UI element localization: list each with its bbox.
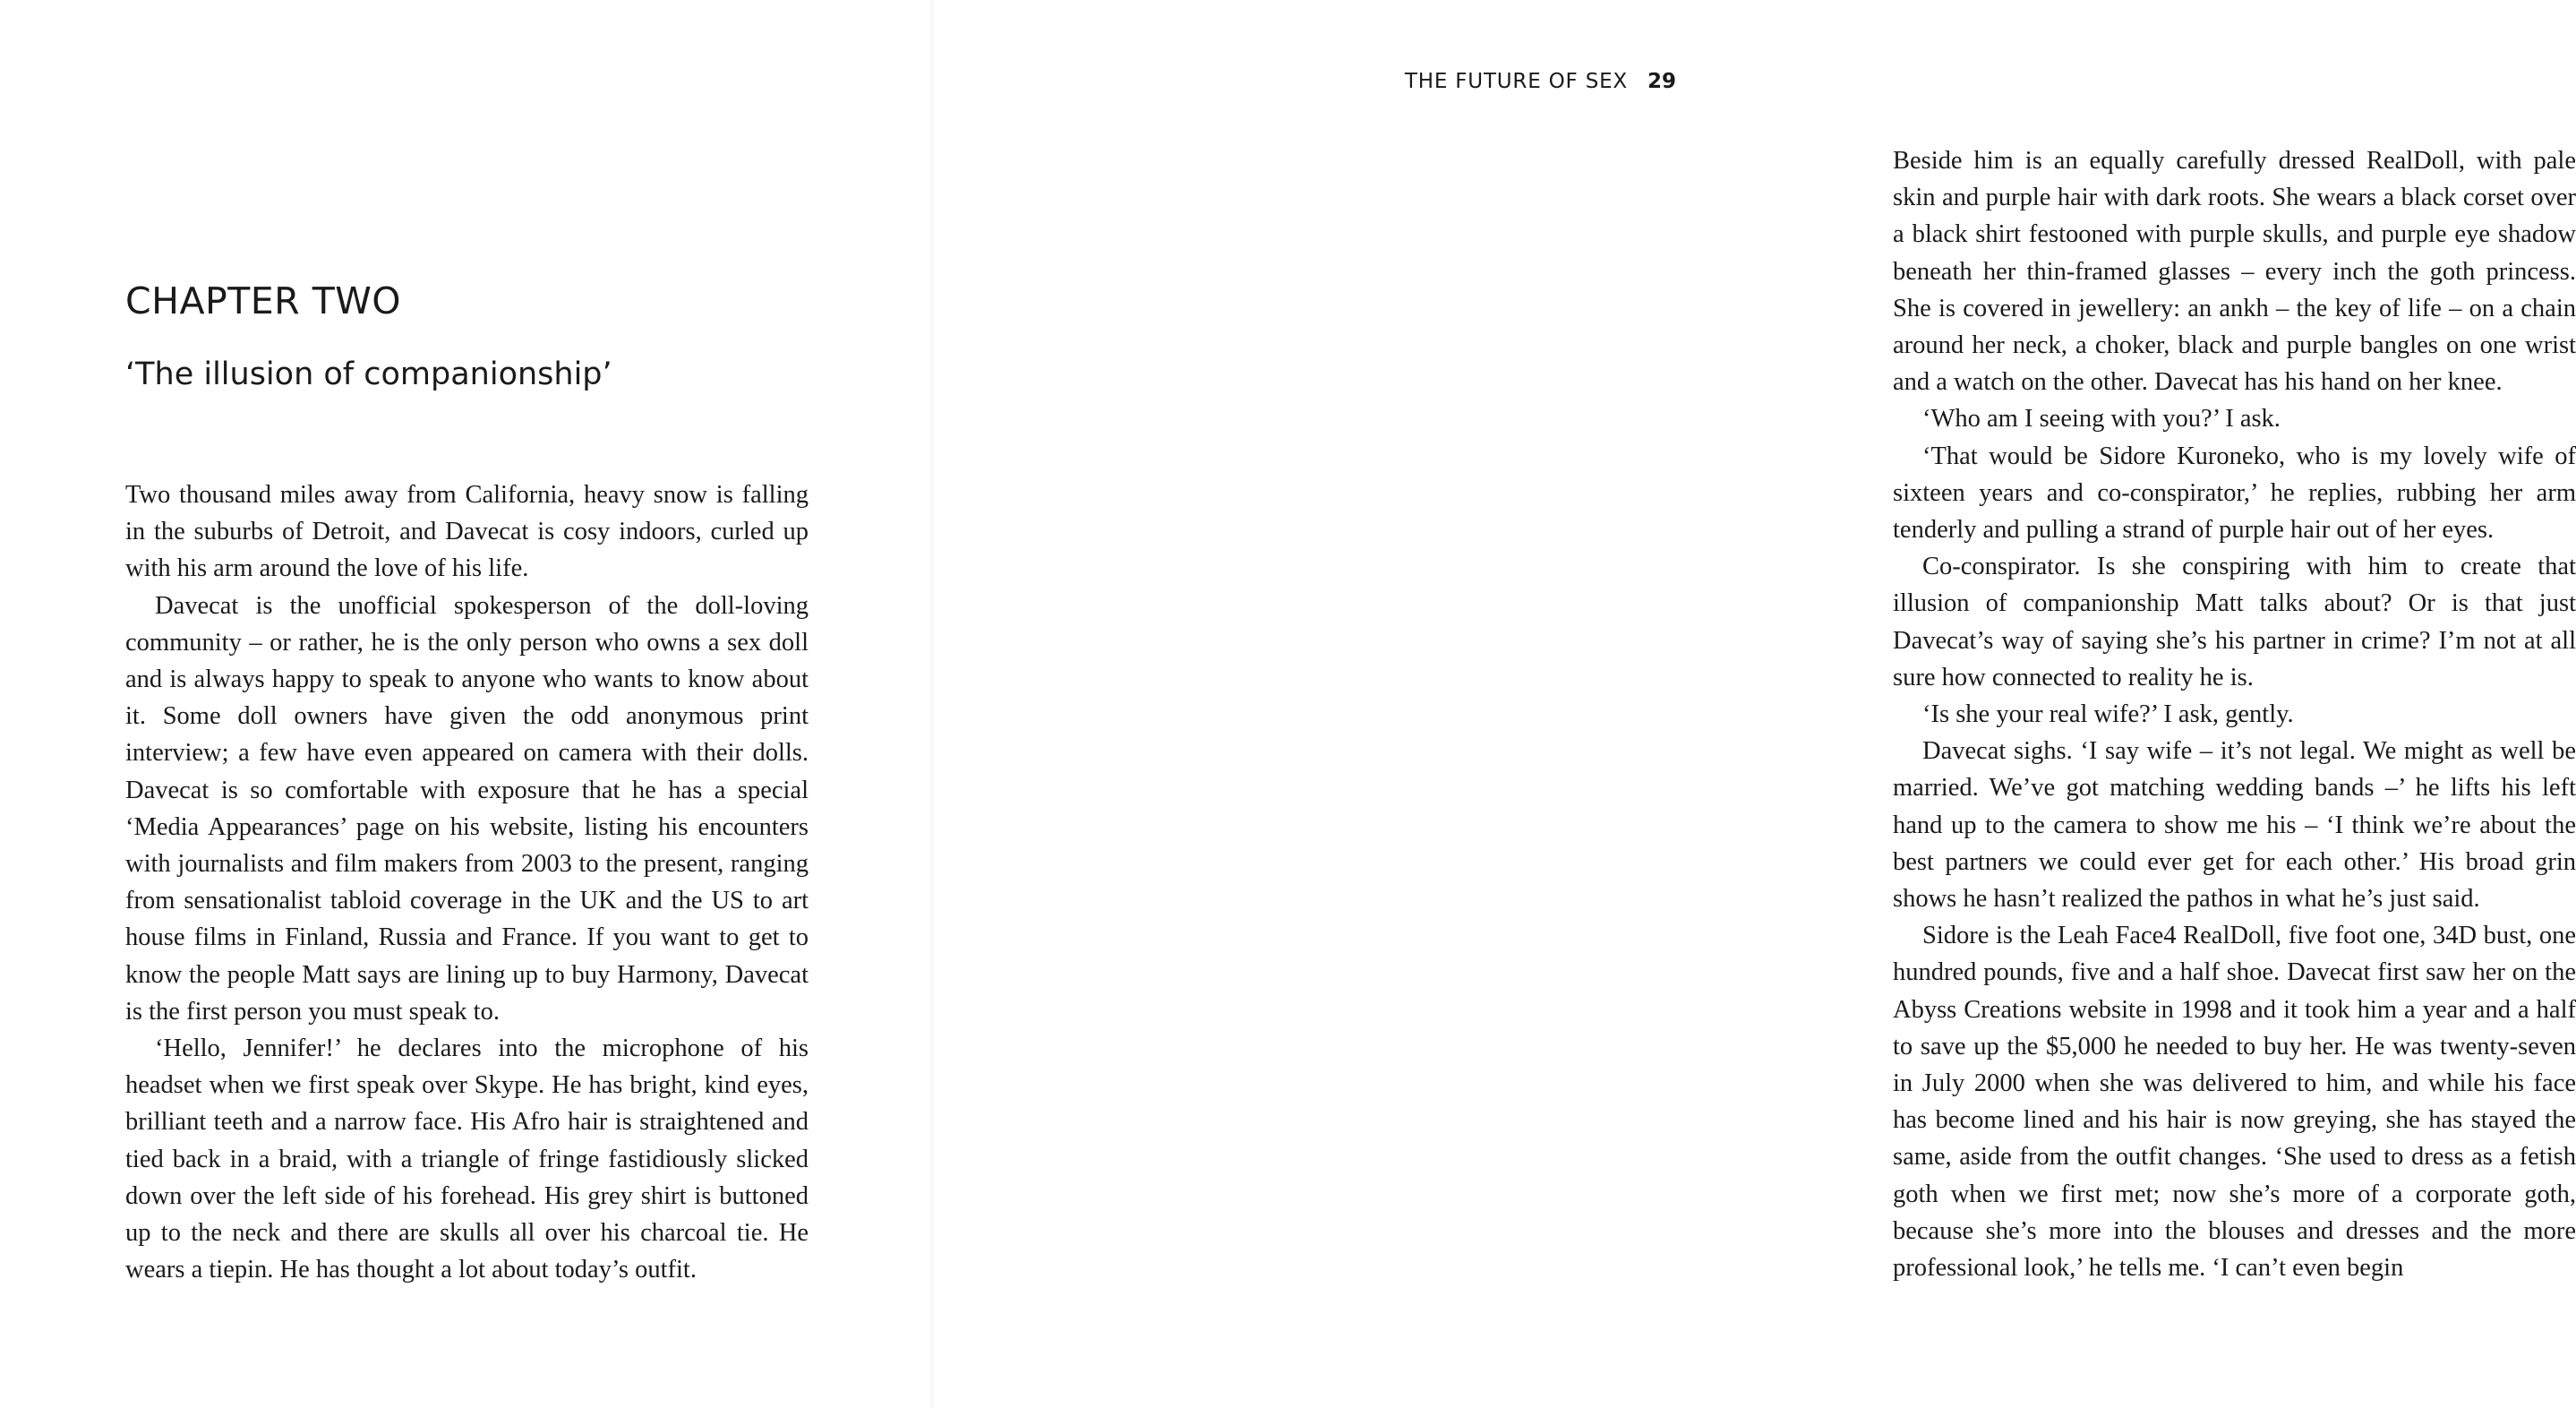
chapter-title: CHAPTER TWO [125, 279, 402, 322]
running-head-title: THE FUTURE OF SEX [1404, 70, 1628, 93]
left-page [0, 0, 895, 1408]
chapter-subtitle: ‘The illusion of companionship’ [125, 356, 612, 392]
right-page [895, 0, 2576, 1408]
paragraph: Beside him is an equally carefully dressed RealDoll, with pale skin and purple hair with dark roots. She wears a black corset over a black shirt festooned with purple skulls, and purple eye shadow beneath her thin-framed glasses – every inch the goth princess. She is covered in jewellery: an ankh – the key of life – on a chain around her neck, a choker, black and purple bangles on one wrist and a watch on the other. Davecat has his hand on her knee. [1893, 147, 2576, 397]
paragraph: Davecat sighs. ‘I say wife – it’s not legal. We might as well be married. We’ve got matching wedding bands –’ he lifts his left hand up to the camera to show me his – ‘I think we’re about the best partners we could ever get for each other.’ His broad grin shows he hasn’t realized the pathos in what he’s just said. [1893, 737, 2576, 914]
paragraph: Sidore is the Leah Face4 RealDoll, five foot one, 34D bust, one hundred pounds, five and a half shoe. Davecat first saw her on the Abyss Creations website in 1998 and it took him a year and a half to save up the $5,000 he needed to buy her. He was twenty-seven in July 2000 when she was delivered to him, and while his face has become lined and his hair is now greying, she has stayed the same, aside from the outfit changes. ‘She used to dress as a fetish goth when we first met; now she’s more of a corporate goth, because she’s more into the blouses and dresses and the more professional look,’ he tells me. ‘I can’t even begin [1893, 922, 2576, 1283]
paragraph: ‘Who am I seeing with you?’ I ask. [1922, 405, 2281, 434]
page-number: 29 [1647, 70, 1676, 93]
paragraph: Two thousand miles away from California, heavy snow is falling in the suburbs of Detroit, and Davecat is cosy indoors, curled up with his arm around the love of his life. [125, 481, 809, 583]
right-page-body [1893, 142, 2576, 1286]
paragraph: Davecat is the unofficial spokesperson of the doll-loving community – or rather, he is the only person who owns a sex doll and is always happy to speak to anyone who wants to know about it. Some doll owners have given the odd anonymous print interview; a few have even appeared on camera with their dolls. Davecat is so comfortable with exposure that he has a special ‘Media Appearances’ page on his website, listing his encounters with journalists and film makers from 2003 to the present, ranging from sensationalist tabloid coverage in the UK and the US to art house films in Finland, Russia and France. If you want to get to know the people Matt says are lining up to buy Harmony, Davecat is the first person you must speak to. [125, 591, 809, 1026]
paragraph: Co-conspirator. Is she conspiring with him to create that illusion of companionship Matt talks about? Or is that just Davecat’s way of saying she’s his partner in crime? I’m not at all sure how connected to reality he is. [1893, 553, 2576, 691]
running-head [1405, 70, 1676, 93]
paragraph: ‘Hello, Jennifer!’ he declares into the microphone of his headset when we first speak over Skype. He has bright, kind eyes, brilliant teeth and a narrow face. His Afro hair is straightened and tied back in a braid, with a triangle of fringe fastidiously slicked down over the left side of his forehead. His grey shirt is buttoned up to the neck and there are skulls all over his charcoal tie. He wears a tiepin. He has thought a lot about today’s outfit. [125, 1035, 809, 1284]
paragraph: ‘Is she your real wife?’ I ask, gently. [1922, 700, 2294, 729]
paragraph: ‘That would be Sidore Kuroneko, who is my lovely wife of sixteen years and co-conspirator,’ he replies, rubbing her arm tenderly and pulling a strand of purple hair out of her eyes. [1893, 442, 2576, 545]
left-page-body [125, 476, 809, 1288]
